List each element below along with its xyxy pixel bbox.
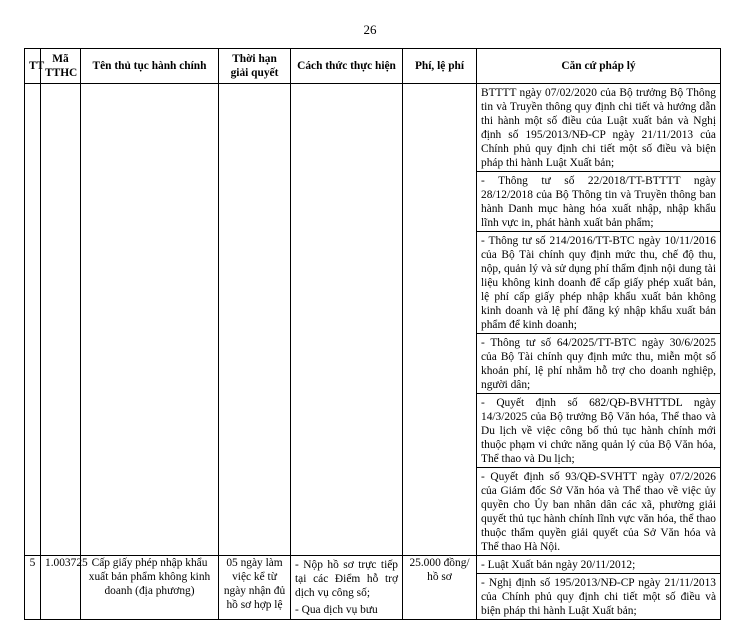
header-phi-le-phi: Phí, lệ phí xyxy=(403,49,477,84)
legal-basis-item: - Nghị định số 195/2013/NĐ-CP ngày 21/11/2013 của Chính phủ quy định chi tiết một số điều và biện pháp thi hành Luật Xuất bản; xyxy=(481,577,716,617)
header-ma-tthc: Mã TTHC xyxy=(41,49,81,84)
header-can-cu: Căn cứ pháp lý xyxy=(477,49,721,84)
row5-thoi-han: 05 ngày làm việc kể từ ngày nhận đủ hồ sơ hợp lệ xyxy=(219,556,291,620)
legal-basis-item: BTTTT ngày 07/02/2020 của Bộ trưởng Bộ Thông tin và Truyền thông quy định chi tiết và hướng dẫn thi hành một số điều của Luật xuất bản và Nghị định số 195/2013/NĐ-CP ngày 21/11/2013 của Chính phủ quy định chi tiết một số điều và biện pháp thi hành Luật Xuất bản; xyxy=(477,84,720,172)
header-ten-thu-tuc: Tên thủ tục hành chính xyxy=(81,49,219,84)
row5-tt: 5 xyxy=(25,556,41,620)
cach-thuc-item: - Nộp hồ sơ trực tiếp tại các Điểm hỗ trợ dịch vụ công số; xyxy=(295,559,398,599)
legal-basis-item: - Thông tư số 22/2018/TT-BTTTT ngày 28/12/2018 của Bộ Thông tin và Truyền thông ban hành Danh mục hàng hóa xuất nhập, nhập khẩu lĩnh vực in, phát hành xuất bản phẩm; xyxy=(477,172,720,232)
legal-basis-item: - Luật Xuất bản ngày 20/11/2012; xyxy=(477,556,720,574)
row5-ma: 1.003725 xyxy=(41,556,81,620)
cell-empty xyxy=(403,84,477,556)
table-row-continued xyxy=(25,84,721,556)
table-header-row xyxy=(25,49,721,84)
legal-basis-item: - Quyết định số 682/QĐ-BVHTTDL ngày 14/3/2025 của Bộ trưởng Bộ Văn hóa, Thể thao và Du lịch về việc công bố thủ tục hành chính mới thuộc phạm vi chức năng quản lý của Bộ Văn hóa, Thể thao và Du lịch; xyxy=(477,394,720,468)
header-cach-thuc: Cách thức thực hiện xyxy=(291,49,403,84)
row5-ten: Cấp giấy phép nhập khẩu xuất bản phẩm không kinh doanh (địa phương) xyxy=(81,556,219,620)
row5-phi: 25.000 đồng/ hồ sơ xyxy=(403,556,477,620)
cell-empty xyxy=(81,84,219,556)
cell-empty xyxy=(291,84,403,556)
legal-basis-item: - Thông tư số 214/2016/TT-BTC ngày 10/11/2016 của Bộ Tài chính quy định mức thu, chế độ thu, nộp, quản lý và sử dụng phí thẩm định nội dung tài liệu không kinh doanh để cấp giấy phép xuất bản, lệ phí cấp giấy phép nhập khẩu xuất bản không kinh doanh và lệ phí đăng ký nhập khẩu xuất bản phẩm để kinh doanh; xyxy=(477,232,720,334)
cell-empty xyxy=(219,84,291,556)
legal-basis-item: - Thông tư số 64/2025/TT-BTC ngày 30/6/2025 của Bộ Tài chính quy định mức thu, miễn một số khoản phí, lệ phí nhằm hỗ trợ cho doanh nghiệp, người dân; xyxy=(477,334,720,394)
row5-can-cu xyxy=(477,556,721,620)
cell-empty xyxy=(41,84,81,556)
procedure-table xyxy=(24,48,721,620)
cach-thuc-item: - Qua dịch vụ bưu xyxy=(295,604,378,616)
header-thoi-han: Thời hạn giải quyết xyxy=(219,49,291,84)
cell-empty xyxy=(25,84,41,556)
legal-basis-continued xyxy=(477,84,721,556)
table-row xyxy=(25,556,721,620)
row5-cach-thuc xyxy=(291,556,403,620)
page-number: 26 xyxy=(363,22,377,37)
header-tt: TT xyxy=(25,49,41,84)
legal-basis-item: - Quyết định số 93/QĐ-SVHTT ngày 07/2/2026 của Giám đốc Sở Văn hóa và Thể thao về việc ủy quyền cho Ủy ban nhân dân các xã, phường giải quyết thủ tục hành chính lĩnh vực văn hóa, thể thao thuộc thẩm quyền giải quyết của Sở Văn hóa và Thể thao Hà Nội. xyxy=(481,471,716,553)
